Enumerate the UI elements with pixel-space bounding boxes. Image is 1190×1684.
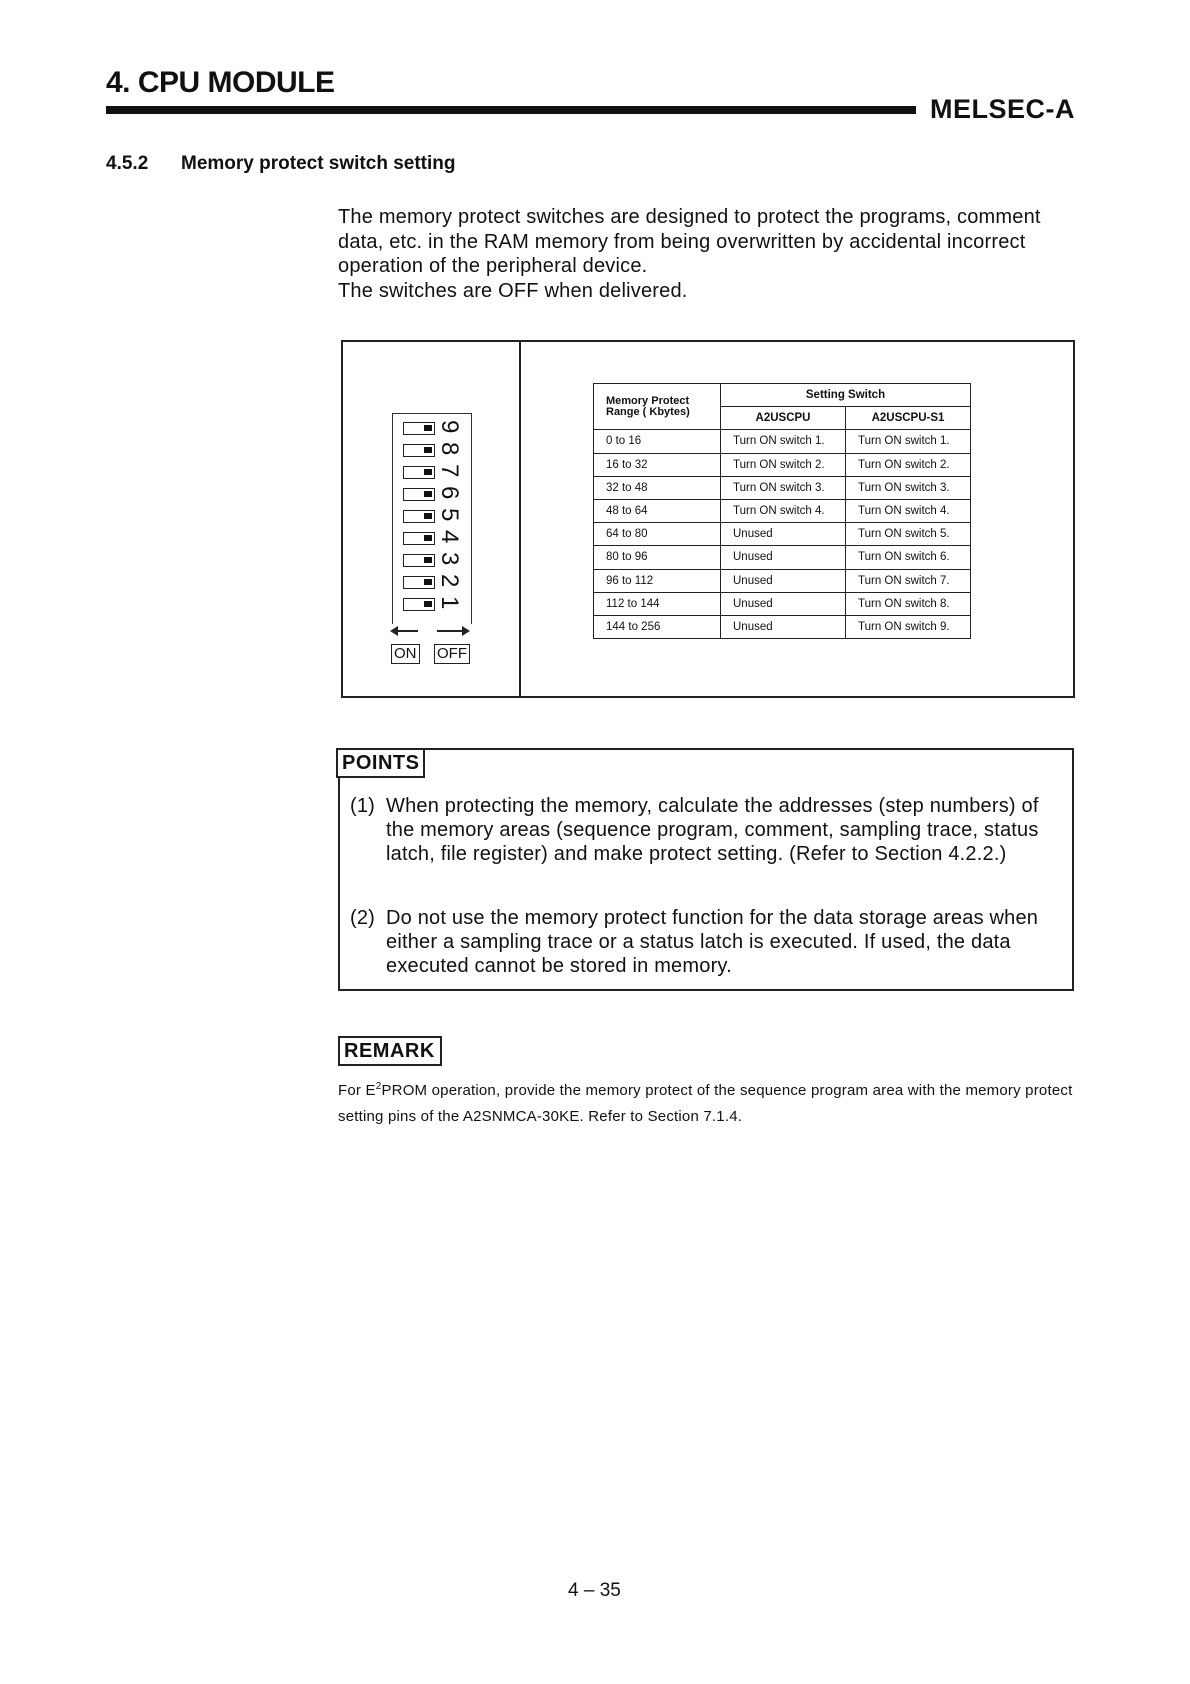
dip-number: 1: [436, 596, 463, 610]
dip-number: 7: [436, 464, 463, 478]
a2uscpu-s1-cell: Turn ON switch 5.: [846, 523, 971, 546]
a2uscpu-s1-cell: Turn ON switch 2.: [846, 453, 971, 476]
table-row: [594, 476, 971, 499]
off-label: OFF: [434, 644, 470, 664]
table-header-row: [594, 384, 971, 407]
table-row: [594, 499, 971, 522]
range-cell: 16 to 32: [594, 453, 721, 476]
dip-switch: [392, 413, 472, 624]
remark-tag: REMARK: [338, 1036, 442, 1066]
intro-line: The memory protect switches are designed to protect the programs, comment: [338, 206, 1041, 228]
section-number: 4.5.2: [106, 153, 149, 174]
table-row: [594, 430, 971, 453]
dip-lever: [424, 535, 432, 541]
intro-paragraph: [338, 205, 1078, 303]
intro-line: operation of the peripheral device.: [338, 255, 648, 277]
remark-text: [338, 1074, 1078, 1130]
header-setting-switch: Setting Switch: [721, 384, 971, 407]
memory-protect-table: [593, 383, 971, 639]
range-cell: 80 to 96: [594, 546, 721, 569]
a2uscpu-cell: Unused: [721, 546, 846, 569]
brand-label: MELSEC-A: [930, 94, 1075, 124]
a2uscpu-cell: Turn ON switch 4.: [721, 499, 846, 522]
point-text: When protecting the memory, calculate the addresses (step numbers) of the memory areas (sequence program, comment, sampling trace, status latch, file register) and make protect setting. (Refer to Section 4.2.2.): [386, 795, 1039, 865]
a2uscpu-s1-cell: Turn ON switch 1.: [846, 430, 971, 453]
section-title: Memory protect switch setting: [181, 153, 456, 174]
range-cell: 112 to 144: [594, 592, 721, 615]
a2uscpu-cell: Unused: [721, 523, 846, 546]
point-item: [350, 794, 1060, 894]
remark-text-sup: 2: [375, 1081, 382, 1092]
dip-switch-row: [403, 572, 469, 593]
header-range-line: Memory Protect: [606, 394, 690, 407]
table-row: [594, 453, 971, 476]
a2uscpu-s1-cell: Turn ON switch 4.: [846, 499, 971, 522]
a2uscpu-cell: Turn ON switch 1.: [721, 430, 846, 453]
a2uscpu-s1-cell: Turn ON switch 8.: [846, 592, 971, 615]
a2uscpu-cell: Unused: [721, 569, 846, 592]
dip-switch-row: [403, 506, 469, 527]
dip-switch-row: [403, 528, 469, 549]
point-item: [350, 906, 1060, 986]
a2uscpu-s1-cell: Turn ON switch 6.: [846, 546, 971, 569]
dip-number: 5: [436, 508, 463, 522]
table-row: [594, 615, 971, 638]
points-tag: POINTS: [336, 748, 425, 778]
dip-switch-row: [403, 484, 469, 505]
point-label: (2): [350, 907, 376, 929]
intro-line: The switches are OFF when delivered.: [338, 279, 688, 302]
table-row: [594, 546, 971, 569]
table-row: [594, 523, 971, 546]
range-cell: 96 to 112: [594, 569, 721, 592]
remark-text-pre: For E: [338, 1082, 376, 1099]
range-cell: 0 to 16: [594, 430, 721, 453]
dip-lever: [424, 469, 432, 475]
range-cell: 144 to 256: [594, 615, 721, 638]
dip-switch-row: [403, 550, 469, 571]
header-a2uscpu: A2USCPU: [721, 407, 846, 430]
chapter-title: 4. CPU MODULE: [106, 66, 335, 99]
table-row: [594, 569, 971, 592]
dip-switch-row: [403, 594, 469, 615]
dip-number: 8: [436, 442, 463, 456]
dip-number: 9: [436, 420, 463, 434]
range-cell: 48 to 64: [594, 499, 721, 522]
dip-number: 6: [436, 486, 463, 500]
intro-line: data, etc. in the RAM memory from being overwritten by accidental incorrect: [338, 230, 1026, 253]
a2uscpu-cell: Unused: [721, 615, 846, 638]
page-number: 4 – 35: [568, 1580, 621, 1601]
arrow-right-icon: [437, 630, 467, 632]
dip-lever: [424, 491, 432, 497]
dip-number: 2: [436, 574, 463, 588]
point-text: Do not use the memory protect function for the data storage areas when either a sampling trace or a status latch is executed. If used, the data executed cannot be stored in memory.: [386, 907, 1039, 977]
arrow-left-icon: [392, 630, 418, 632]
range-cell: 64 to 80: [594, 523, 721, 546]
point-label: (1): [350, 795, 376, 817]
on-label: ON: [391, 644, 420, 664]
dip-switch-row: [403, 418, 469, 439]
a2uscpu-cell: Turn ON switch 2.: [721, 453, 846, 476]
dip-switch-row: [403, 462, 469, 483]
dip-number: 3: [436, 552, 463, 566]
a2uscpu-s1-cell: Turn ON switch 3.: [846, 476, 971, 499]
dip-lever: [424, 579, 432, 585]
header-range-line: Range ( Kbytes): [606, 405, 690, 418]
dip-switch-row: [403, 440, 469, 461]
table-row: [594, 592, 971, 615]
a2uscpu-cell: Turn ON switch 3.: [721, 476, 846, 499]
dip-lever: [424, 447, 432, 453]
dip-number: 4: [436, 530, 463, 544]
a2uscpu-s1-cell: Turn ON switch 9.: [846, 615, 971, 638]
range-cell: 32 to 48: [594, 476, 721, 499]
a2uscpu-cell: Unused: [721, 592, 846, 615]
dip-lever: [424, 425, 432, 431]
dip-lever: [424, 513, 432, 519]
remark-text-post: PROM operation, provide the memory protect of the sequence program area with the memory protect setting pins of the A2SNMCA-30KE. Refer to Section 7.1.4.: [338, 1082, 1073, 1125]
header-range: [594, 384, 721, 430]
dip-lever: [424, 557, 432, 563]
header-a2uscpu-s1: A2USCPU-S1: [846, 407, 971, 430]
header-rule: [106, 106, 916, 114]
dip-lever: [424, 601, 432, 607]
a2uscpu-s1-cell: Turn ON switch 7.: [846, 569, 971, 592]
figure-divider: [519, 340, 521, 698]
